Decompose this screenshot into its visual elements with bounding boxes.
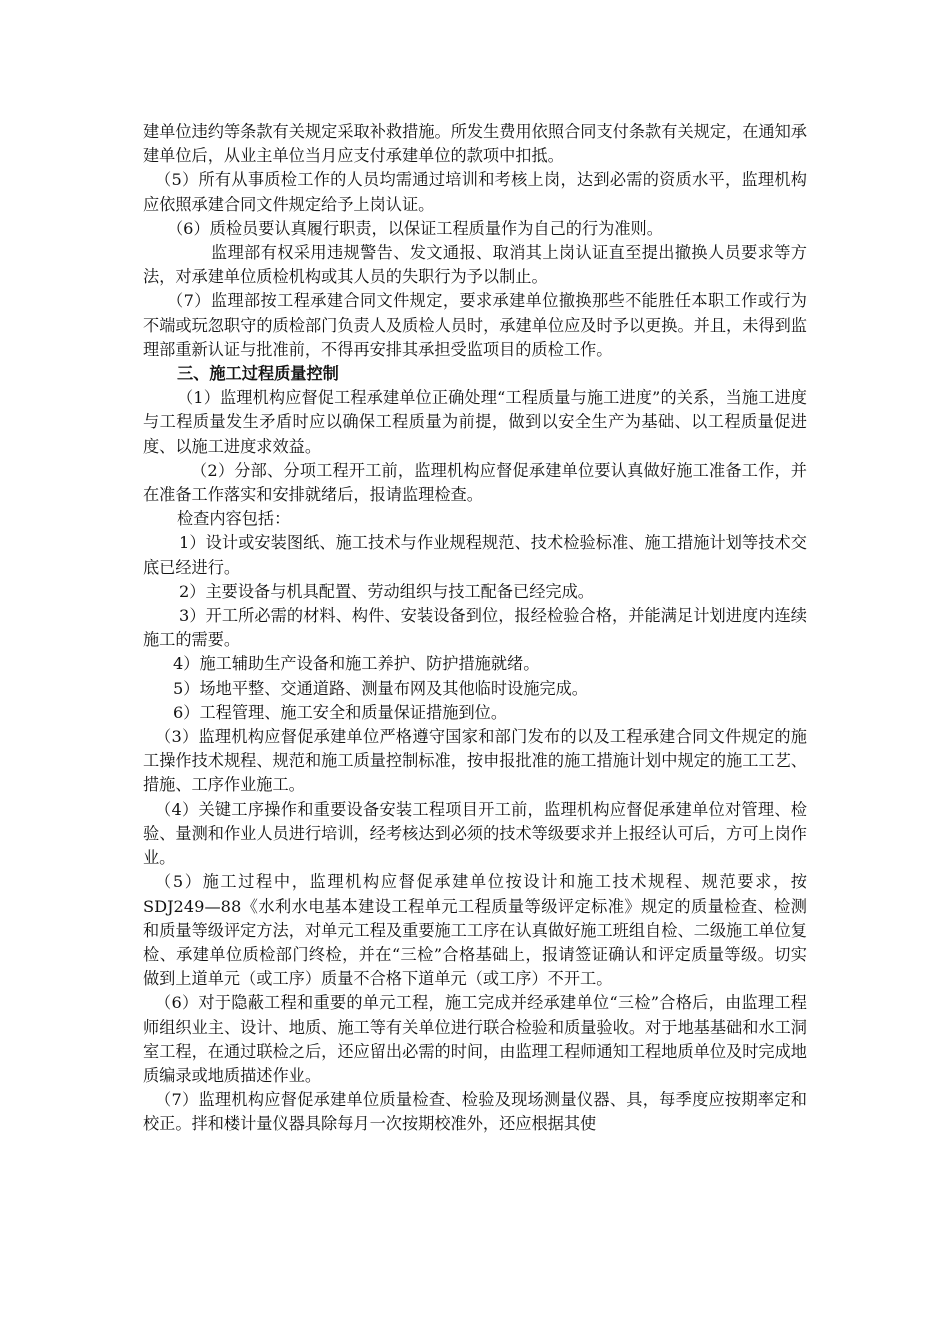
paragraph: 2）主要设备与机具配置、劳动组织与技工配备已经完成。: [179, 581, 594, 601]
paragraph: 4）施工辅助生产设备和施工养护、防护措施就绪。: [173, 654, 540, 674]
paragraph: （7）监理机构应督促承建单位质量检查、检验及现场测量仪器、具，每季度应按期率定和校正。拌和楼计量仪器具除每月一次按期校准外，还应根据其使: [143, 1090, 807, 1134]
paragraph: 1）设计或安装图纸、施工技术与作业规程规范、技术检验标准、施工措施计划等技术交底已经进行。: [143, 533, 807, 577]
paragraph: （3）监理机构应督促承建单位严格遵守国家和部门发布的以及工程承建合同文件规定的施工操作技术规程、规范和施工质量控制标准，按申报批准的施工措施计划中规定的施工工艺、措施、工序作业施工。: [143, 727, 807, 795]
document-body: [143, 120, 807, 1137]
paragraph: （1）监理机构应督促工程承建单位正确处理“工程质量与施工进度”的关系，当施工进度与工程质量发生矛盾时应以确保工程质量为前提，做到以安全生产为基础、以工程质量促进度、以施工进度求效益。: [143, 388, 807, 456]
paragraph: 建单位违约等条款有关规定采取补救措施。所发生费用依照合同支付条款有关规定，在通知承建单位后，从业主单位当月应支付承建单位的款项中扣抵。: [143, 122, 807, 166]
paragraph: （7）监理部按工程承建合同文件规定，要求承建单位撤换那些不能胜任本职工作或行为不端或玩忽职守的质检部门负责人及质检人员时，承建单位应及时予以更换。并且，未得到监理部重新认证与批准前，不得再安排其承担受监项目的质检工作。: [143, 291, 807, 359]
paragraph: 检查内容包括：: [177, 509, 291, 529]
paragraph: （5）施工过程中，监理机构应督促承建单位按设计和施工技术规程、规范要求，按SDJ249—88《水利水电基本建设工程单元工程质量等级评定标准》规定的质量检查、检测和质量等级评定方法，对单元工程及重要施工工序在认真做好施工班组自检、二级施工单位复检、承建单位质检部门终检，并在“三检”合格基础上，报请签证确认和评定质量等级。切实做到上道单元（或工序）质量不合格下道单元（或工序）不开工。: [143, 872, 807, 989]
paragraph: 6）工程管理、施工安全和质量保证措施到位。: [173, 702, 508, 722]
paragraph: 3）开工所必需的材料、构件、安装设备到位，报经检验合格，并能满足计划进度内连续施工的需要。: [143, 606, 807, 650]
paragraph: （6）对于隐蔽工程和重要的单元工程，施工完成并经承建单位“三检”合格后，由监理工程师组织业主、设计、地质、施工等有关单位进行联合检验和质量验收。对于地基基础和水工洞室工程，在通过联检之后，还应留出必需的时间，由监理工程师通知工程地质单位及时完成地质编录或地质描述作业。: [143, 993, 807, 1085]
paragraph: 监理部有权采用违规警告、发文通报、取消其上岗认证直至提出撤换人员要求等方法，对承建单位质检机构或其人员的失职行为予以制止。: [143, 243, 807, 287]
paragraph: （2）分部、分项工程开工前，监理机构应督促承建单位要认真做好施工准备工作，并在准备工作落实和安排就绪后，报请监理检查。: [143, 460, 807, 505]
section-heading: 三、施工过程质量控制: [177, 364, 339, 384]
paragraph: （5）所有从事质检工作的人员均需通过培训和考核上岗，达到必需的资质水平，监理机构应依照承建合同文件规定给予上岗认证。: [143, 170, 807, 214]
paragraph: （6）质检员要认真履行职责，以保证工程质量作为自己的行为准则。: [167, 218, 663, 238]
paragraph: （4）关键工序操作和重要设备安装工程项目开工前，监理机构应督促承建单位对管理、检验、量测和作业人员进行培训，经考核达到必须的技术等级要求并上报经认可后，方可上岗作业。: [143, 799, 807, 868]
paragraph: 5）场地平整、交通道路、测量布网及其他临时设施完成。: [173, 678, 588, 698]
